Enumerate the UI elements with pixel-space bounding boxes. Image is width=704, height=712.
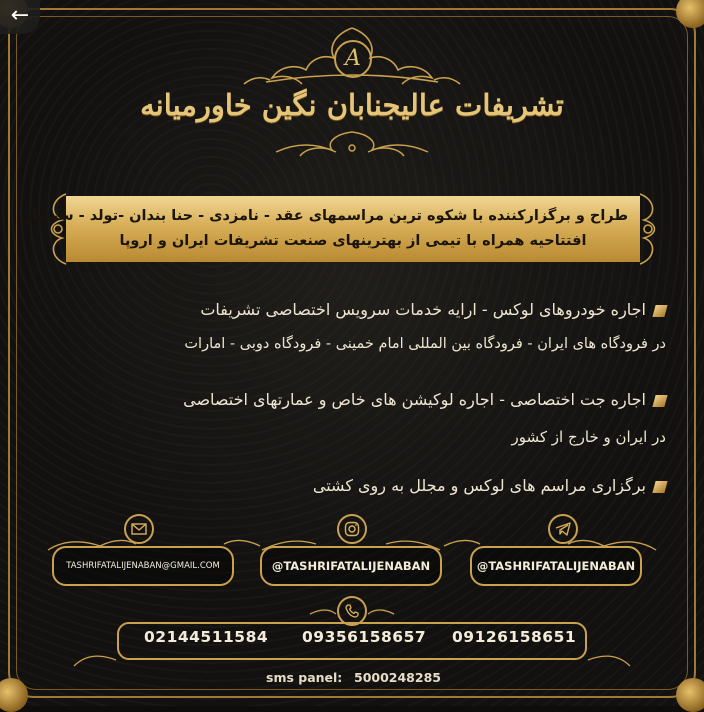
title-underline-ornament (266, 128, 438, 162)
back-arrow-icon: ← (10, 3, 30, 28)
service-item-1-continued: در فرودگاه های ایران - فرودگاه بین المللی امام خمینی - فرودگاه دوبی - امارات (184, 336, 666, 352)
corner-ornament-bottom-left (0, 678, 28, 712)
corner-ornament-bottom-right (676, 678, 704, 712)
sms-panel-label: sms panel: (266, 670, 343, 685)
page-title: تشریفات عالیجنابان نگین خاورمیانه (140, 88, 564, 122)
instagram-contact[interactable]: @TASHRIFATALIJENABAN (260, 546, 442, 586)
bullet-icon (652, 305, 667, 317)
phone-number-2[interactable]: 09356158657 (302, 628, 427, 646)
bullet-icon (652, 395, 667, 407)
back-button[interactable] (0, 0, 40, 34)
telegram-contact[interactable]: @TASHRIFATALIJENABAN (470, 546, 642, 586)
service-item-3: برگزاری مراسم های لوکس و مجلل به روی کشتی (313, 476, 666, 495)
banner-line-1: طراح و برگزارکننده با شکوه ترین مراسمهای عقد - نامزدی - حنا بندان -تولد - سمینار (24, 208, 628, 224)
email-contact[interactable]: TASHRIFATALIJENABAN@GMAIL.COM (52, 546, 234, 586)
phone-number-1[interactable]: 02144511584 (144, 628, 269, 646)
bullet-icon (652, 481, 667, 493)
service-item-2: اجاره جت اختصاصی - اجاره لوکیشن های خاص و عمارتهای اختصاصی (183, 390, 666, 409)
phone-number-3[interactable]: 09126158651 (452, 628, 577, 646)
service-item-2-continued: در ایران و خارج از کشور (511, 428, 666, 446)
monogram-logo: A (334, 40, 372, 78)
intro-banner (24, 196, 640, 262)
sms-panel-number[interactable]: 5000248285 (354, 670, 441, 685)
service-item-1: اجاره خودروهای لوکس - ارایه خدمات سرویس اختصاصی تشریفات (200, 300, 666, 319)
banner-line-2: افتتاحیه همراه با تیمی از بهترینهای صنعت تشریفات ایران و اروپا (119, 233, 587, 249)
